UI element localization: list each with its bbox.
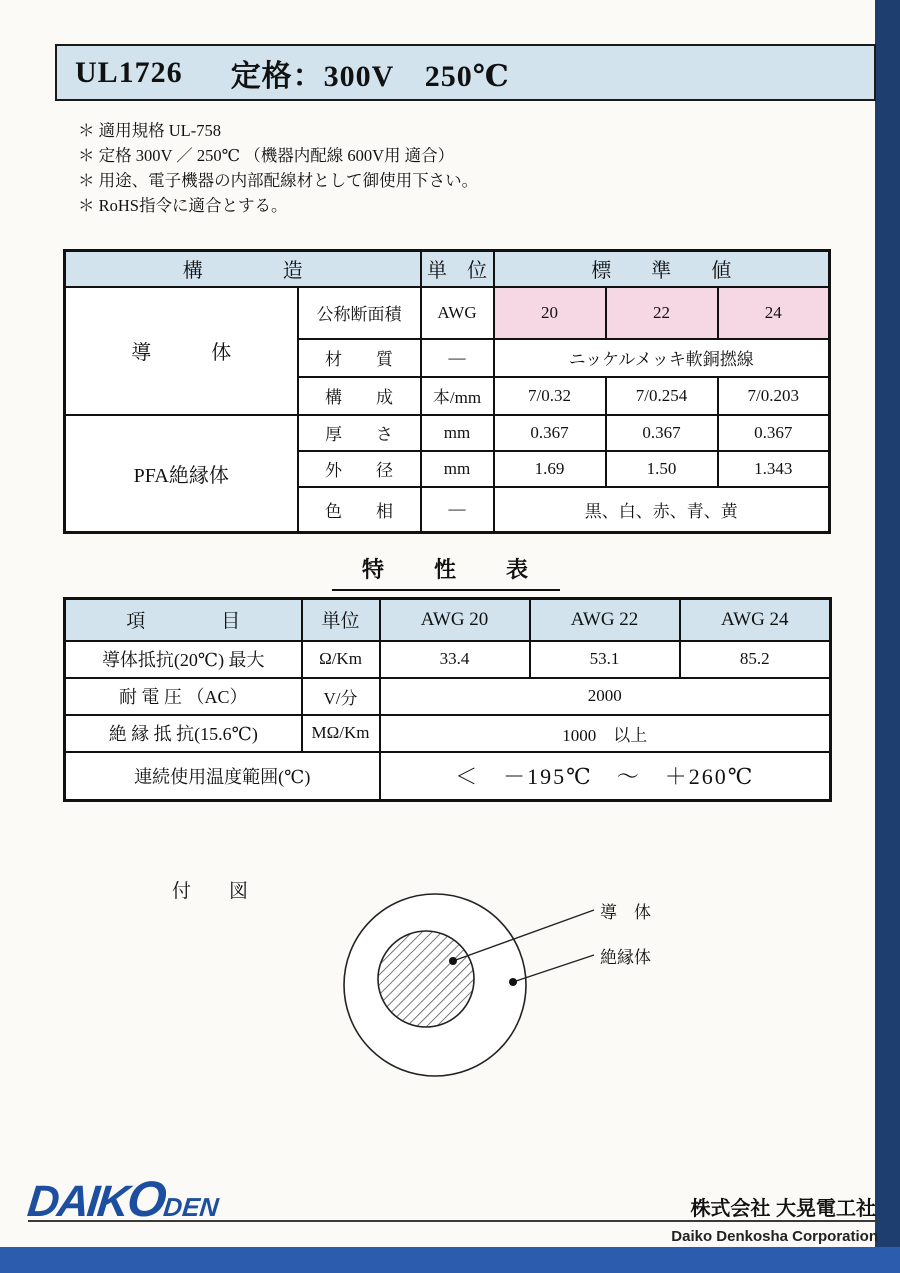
value-cell-awg22: 22: [606, 287, 718, 339]
value-cell-awg20: 33.4: [380, 641, 530, 678]
company-name-japanese: 株式会社 大晃電工社: [690, 1198, 876, 1220]
figure-caption: 付 図: [172, 881, 249, 902]
header-awg24: AWG 24: [680, 599, 831, 641]
row-label: 絶 縁 抵 抗(15.6℃): [65, 715, 302, 752]
insulation-leader-dot: [509, 978, 517, 986]
value-cell-awg24: 1.343: [718, 451, 830, 487]
row-label: 材 質: [298, 339, 421, 377]
company-name-english: Daiko Denkosha Corporation: [671, 1228, 878, 1245]
group-pfa-insulation: PFA絶縁体: [65, 415, 298, 533]
cross-section-svg: [240, 866, 810, 1138]
value-cell-awg20: 20: [494, 287, 606, 339]
characteristics-title: 特 性 表: [332, 553, 560, 591]
unit-cell: Ω/Km: [302, 641, 380, 678]
logo-text-daik: DAIK: [25, 1177, 130, 1226]
table-row: [65, 752, 831, 801]
characteristics-header-row: [65, 599, 831, 641]
logo-text-o: O: [124, 1171, 168, 1227]
unit-cell: ―: [421, 487, 494, 533]
value-cell-awg22: 1.50: [606, 451, 718, 487]
header-item: 項 目: [65, 599, 302, 641]
value-cell-span: ＜ －195℃ ～ ＋260℃: [380, 752, 831, 801]
unit-cell: AWG: [421, 287, 494, 339]
unit-cell: MΩ/Km: [302, 715, 380, 752]
value-cell-span: 1000 以上: [380, 715, 831, 752]
conductor-leader-dot: [449, 957, 457, 965]
unit-cell: mm: [421, 415, 494, 451]
value-cell-awg24: 7/0.203: [718, 377, 830, 415]
value-cell-awg20: 1.69: [494, 451, 606, 487]
note-line: ＊ 用途、電子機器の内部配線材として御使用下さい。: [78, 171, 479, 190]
row-label: 構 成: [298, 377, 421, 415]
product-code: UL1726: [75, 55, 183, 89]
row-label: 連続使用温度範囲(℃): [65, 752, 380, 801]
unit-cell: mm: [421, 451, 494, 487]
table-row: [65, 678, 831, 715]
conductor-label: 導 体: [600, 903, 651, 922]
row-label: 色 相: [298, 487, 421, 533]
table-row: [65, 415, 830, 451]
notes-list: [78, 118, 478, 218]
header-unit: 単位: [302, 599, 380, 641]
header-awg22: AWG 22: [530, 599, 680, 641]
row-label: 導体抵抗(20℃) 最大: [65, 641, 302, 678]
value-cell-awg24: 0.367: [718, 415, 830, 451]
value-cell-span: 黒、白、赤、青、黄: [494, 487, 830, 533]
rating-text: 定格：300V 250℃: [230, 59, 510, 93]
value-cell-span: 2000: [380, 678, 831, 715]
table-row: [65, 287, 830, 339]
table-row: [65, 641, 831, 678]
insulation-label: 絶縁体: [600, 948, 651, 967]
value-cell-awg20: 0.367: [494, 415, 606, 451]
header-awg20: AWG 20: [380, 599, 530, 641]
footer-divider: [28, 1220, 880, 1222]
note-line: ＊ RoHS指令に適合とする。: [78, 196, 288, 215]
title-bar: [55, 44, 876, 101]
row-label: 公称断面積: [298, 287, 421, 339]
wire-cross-section-diagram: [240, 866, 810, 1138]
value-cell-awg20: 7/0.32: [494, 377, 606, 415]
group-conductor: 導 体: [65, 287, 298, 415]
note-line: ＊ 定格 300V ／ 250℃ （機器内配線 600V用 適合）: [78, 146, 455, 165]
header-construction: 構 造: [65, 251, 421, 287]
characteristics-table: [63, 597, 832, 802]
unit-cell: ―: [421, 339, 494, 377]
right-edge-band: [875, 0, 900, 1248]
characteristics-title-wrap: [63, 553, 829, 591]
value-cell-span: ニッケルメッキ軟銅撚線: [494, 339, 830, 377]
table-row: [65, 715, 831, 752]
value-cell-awg24: 24: [718, 287, 830, 339]
logo-text-den: DEN: [162, 1192, 221, 1222]
row-label: 耐 電 圧 （AC）: [65, 678, 302, 715]
conductor-circle: [378, 931, 474, 1027]
note-line: ＊ 適用規格 UL-758: [78, 121, 221, 140]
value-cell-awg24: 85.2: [680, 641, 831, 678]
row-label: 外 径: [298, 451, 421, 487]
bottom-edge-band: [0, 1247, 900, 1273]
unit-cell: 本/mm: [421, 377, 494, 415]
value-cell-awg22: 0.367: [606, 415, 718, 451]
header-standard-value: 標 準 値: [494, 251, 830, 287]
row-label: 厚 さ: [298, 415, 421, 451]
value-cell-awg22: 7/0.254: [606, 377, 718, 415]
unit-cell: V/分: [302, 678, 380, 715]
header-unit: 単 位: [421, 251, 494, 287]
structure-header-row: [65, 251, 830, 287]
value-cell-awg22: 53.1: [530, 641, 680, 678]
structure-table: [63, 249, 831, 534]
